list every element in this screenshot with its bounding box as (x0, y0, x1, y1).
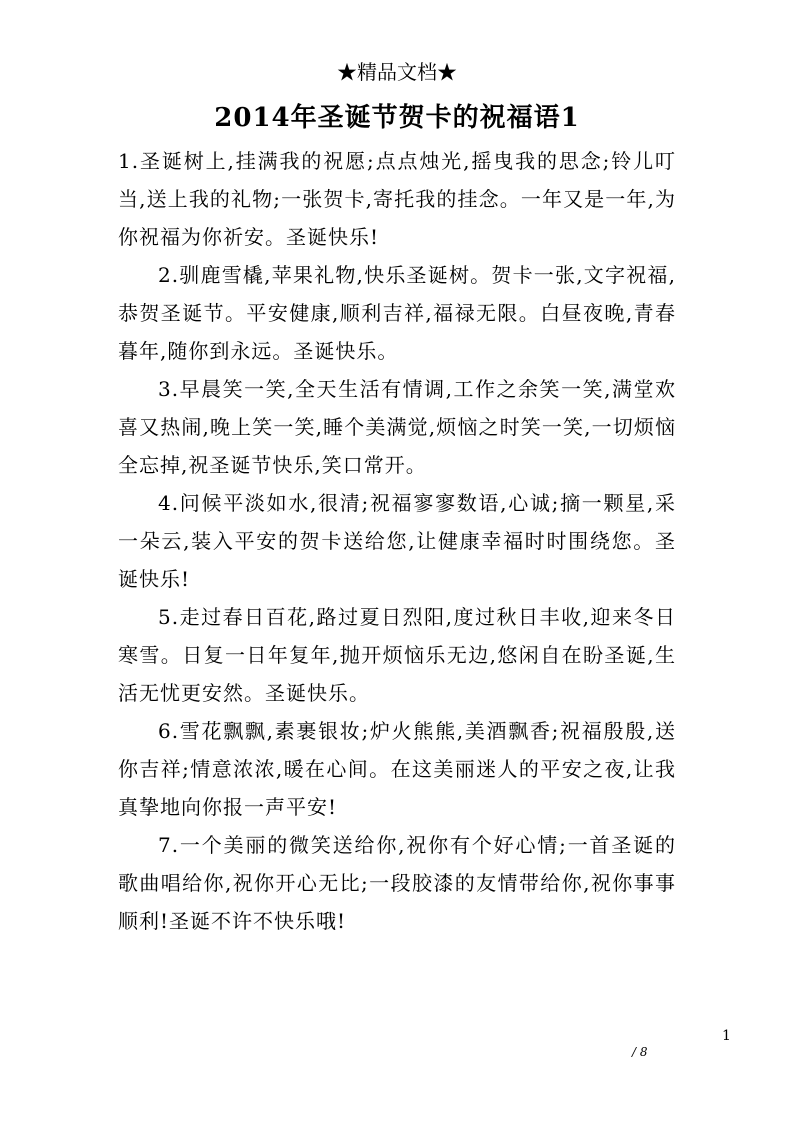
document-body (118, 142, 676, 940)
paragraph-7: 7.一个美丽的微笑送给你,祝你有个好心情;一首圣诞的歌曲唱给你,祝你开心无比;一段胶漆的友情带给你,祝你事事顺利!圣诞不许不快乐哦! (118, 833, 676, 933)
paragraph-5: 5.走过春日百花,路过夏日烈阳,度过秋日丰收,迎来冬日寒雪。日复一日年复年,抛开烦恼乐无边,悠闲自在盼圣诞,生活无忧更安然。圣诞快乐。 (118, 605, 676, 705)
page-total: / 8 (632, 1045, 648, 1059)
paragraph-4: 4.问候平淡如水,很清;祝福寥寥数语,心诚;摘一颗星,采一朵云,装入平安的贺卡送给您,让健康幸福时时围绕您。圣诞快乐! (118, 491, 676, 591)
paragraph-1: 1.圣诞树上,挂满我的祝愿;点点烛光,摇曳我的思念;铃儿叮当,送上我的礼物;一张贺卡,寄托我的挂念。一年又是一年,为你祝福为你祈安。圣诞快乐! (118, 149, 676, 249)
document-title: 2014年圣诞节贺卡的祝福语1 (214, 103, 580, 133)
paragraph-2: 2.驯鹿雪橇,苹果礼物,快乐圣诞树。贺卡一张,文字祝福,恭贺圣诞节。平安健康,顺利吉祥,福禄无限。白昼夜晚,青春暮年,随你到永远。圣诞快乐。 (118, 263, 676, 363)
paragraph-6: 6.雪花飘飘,素裹银妆;炉火熊熊,美酒飘香;祝福殷殷,送你吉祥;情意浓浓,暖在心间。在这美丽迷人的平安之夜,让我真挚地向你报一声平安! (118, 719, 676, 819)
header-mark: ★精品文档★ (337, 60, 457, 84)
page-number: 1 (722, 1028, 731, 1044)
paragraph-3: 3.早晨笑一笑,全天生活有情调,工作之余笑一笑,满堂欢喜又热闹,晚上笑一笑,睡个美满觉,烦恼之时笑一笑,一切烦恼全忘掉,祝圣诞节快乐,笑口常开。 (118, 377, 676, 477)
